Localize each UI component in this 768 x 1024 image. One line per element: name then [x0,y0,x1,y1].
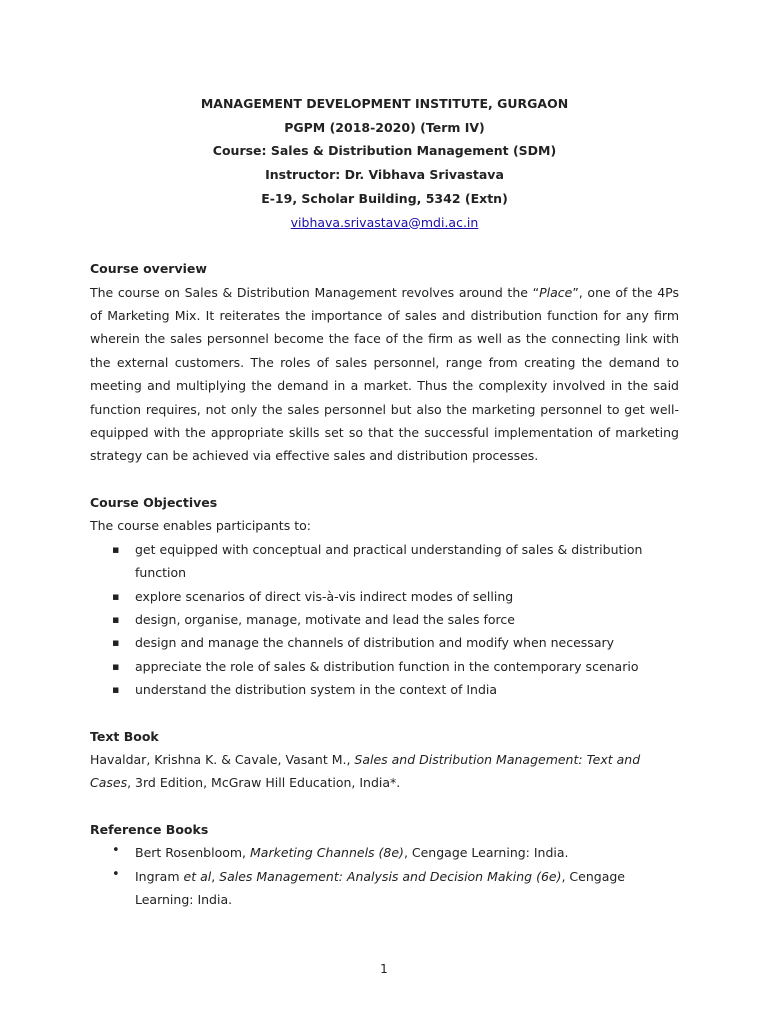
text-book-heading: Text Book [90,728,159,744]
overview-text-start: The course on Sales & Distribution Management revolves around the “ [90,284,540,300]
reference-item [90,865,679,912]
objective-item: ▪ appreciate the role of sales & distribution function in the contemporary scenario [90,655,679,678]
reference-author: Bert Rosenbloom, [135,845,251,861]
reference-books-section [90,818,679,912]
reference-books-heading: Reference Books [90,821,209,837]
objective-item: ▪ design, organise, manage, motivate and lead the sales force [90,608,679,631]
instructor-email-link[interactable]: vibhava.srivastava@mdi.ac.in [290,214,479,230]
text-book-section [90,725,679,795]
objectives-list [90,538,679,702]
course-overview-heading: Course overview [90,261,207,277]
objectives-intro: The course enables participants to: [90,518,311,534]
page-number: 1 [380,962,388,976]
reference-et-al: et al [183,868,212,884]
program-line: PGPM (2018-2020) (Term IV) [284,119,485,135]
objective-item: ▪ design and manage the channels of distribution and modify when necessary [90,631,679,654]
institute-name: MANAGEMENT DEVELOPMENT INSTITUTE, GURGAON [200,96,569,111]
reference-item [90,841,679,864]
reference-publisher: , Cengage Learning: India. [403,845,569,861]
office-line: E-19, Scholar Building, 5342 (Extn) [261,190,508,206]
reference-separator: , [211,868,220,884]
overview-text-end: ”, one of the 4Ps of Marketing Mix. It reiterates the importance of sales and distribution function for any firm wherein the sales personnel become the face of the firm as well as the connecting link with the external customers. The roles of sales personnel, range from creating the demand to meeting and multiplying the demand in a market. Thus the complexity involved in the said function requires, not only the sales personnel but also the marketing personnel to get well-equipped with the appropriate skills set so that the successful implementation of marketing strategy can be achieved via effective sales and distribution processes. [90,284,679,464]
document-header [90,92,679,234]
text-book-authors: Havaldar, Krishna K. & Cavale, Vasant M., [90,751,355,767]
course-line: Course: Sales & Distribution Management (SDM) [212,143,557,159]
document-page [90,92,679,911]
reference-author: Ingram [135,868,184,884]
reference-books-list [90,841,679,911]
course-objectives-section [90,491,679,702]
course-overview-section [90,257,679,468]
text-book-title: Sales and Distribution Management: Text and Cases [90,751,641,791]
objective-item: ▪ explore scenarios of direct vis-à-vis indirect modes of selling [90,585,679,608]
reference-title: Sales Management: Analysis and Decision Making (6e) [219,868,562,884]
instructor-line: Instructor: Dr. Vibhava Srivastava [265,167,504,183]
objective-item: ▪ get equipped with conceptual and practical understanding of sales & distribution function [90,538,679,585]
overview-place-term: Place [539,284,573,300]
objective-item: ▪ understand the distribution system in the context of India [90,678,679,701]
course-objectives-heading: Course Objectives [90,494,218,510]
text-book-citation [90,748,679,795]
reference-title: Marketing Channels (8e) [250,845,404,861]
course-overview-text [90,281,679,468]
text-book-publisher: , 3rd Edition, McGraw Hill Education, India*. [127,775,401,791]
reference-publisher: , Cengage Learning: India. [135,868,625,907]
